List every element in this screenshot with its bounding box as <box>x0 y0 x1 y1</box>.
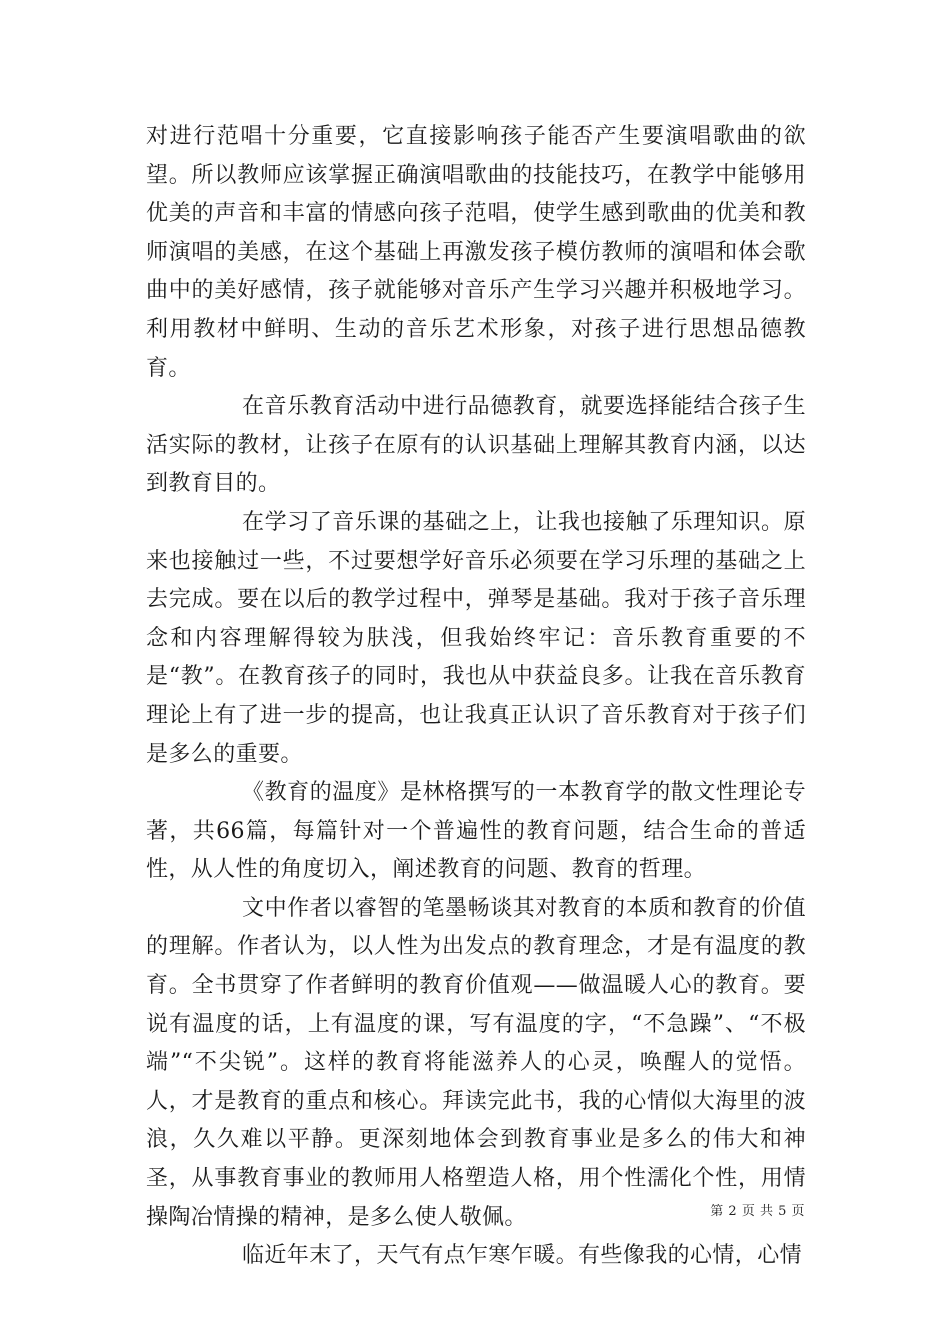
paragraph-1: 对进行范唱十分重要，它直接影响孩子能否产生要演唱歌曲的欲望。所以教师应该掌握正确演唱歌曲的技能技巧，在教学中能够用优美的声音和丰富的情感向孩子范唱，使学生感到歌曲的优美和教师演唱的美感，在这个基础上再激发孩子模仿教师的演唱和体会歌曲中的美好感情，孩子就能够对音乐产生学习兴趣并积极地学习。利用教材中鲜明、生动的音乐艺术形象，对孩子进行思想品德教育。 <box>146 124 806 381</box>
document-body <box>146 118 806 1276</box>
paragraph-5: 文中作者以睿智的笔墨畅谈其对教育的本质和教育的价值的理解。作者认为，以人性为出发点的教育理念，才是有温度的教育。全书贯穿了作者鲜明的教育价值观——做温暖人心的教育。要说有温度的话，上有温度的课，写有温度的字，“不急躁”、“不极端”“不尖锐”。这样的教育将能滋养人的心灵，唤醒人的觉悟。人，才是教育的重点和核心。拜读完此书，我的心情似大海里的波浪，久久难以平静。更深刻地体会到教育事业是多么的伟大和神圣，从事教育事业的教师用人格塑造人格，用个性濡化个性，用情操陶冶情操的精神，是多么使人敬佩。 <box>146 895 806 1230</box>
paragraph-4: 《教育的温度》是林格撰写的一本教育学的散文性理论专著，共66篇，每篇针对一个普遍性的教育问题，结合生命的普适性，从人性的角度切入，阐述教育的问题、教育的哲理。 <box>146 780 806 883</box>
page-number-footer: 第 2 页 共 5 页 <box>710 1204 805 1219</box>
paragraph-3: 在学习了音乐课的基础之上，让我也接触了乐理知识。原来也接触过一些，不过要想学好音乐必须要在学习乐理的基础之上去完成。要在以后的教学过程中，弹琴是基础。我对于孩子音乐理念和内容理解得较为肤浅，但我始终牢记：音乐教育重要的不是“教”。在教育孩子的同时，我也从中获益良多。让我在音乐教育理论上有了进一步的提高，也让我真正认识了音乐教育对于孩子们是多么的重要。 <box>146 509 806 767</box>
paragraph-2: 在音乐教育活动中进行品德教育，就要选择能结合孩子生活实际的教材，让孩子在原有的认识基础上理解其教育内涵，以达到教育目的。 <box>146 394 806 497</box>
paragraph-6: 临近年末了，天气有点乍寒乍暖。有些像我的心情，心情 <box>242 1243 803 1269</box>
